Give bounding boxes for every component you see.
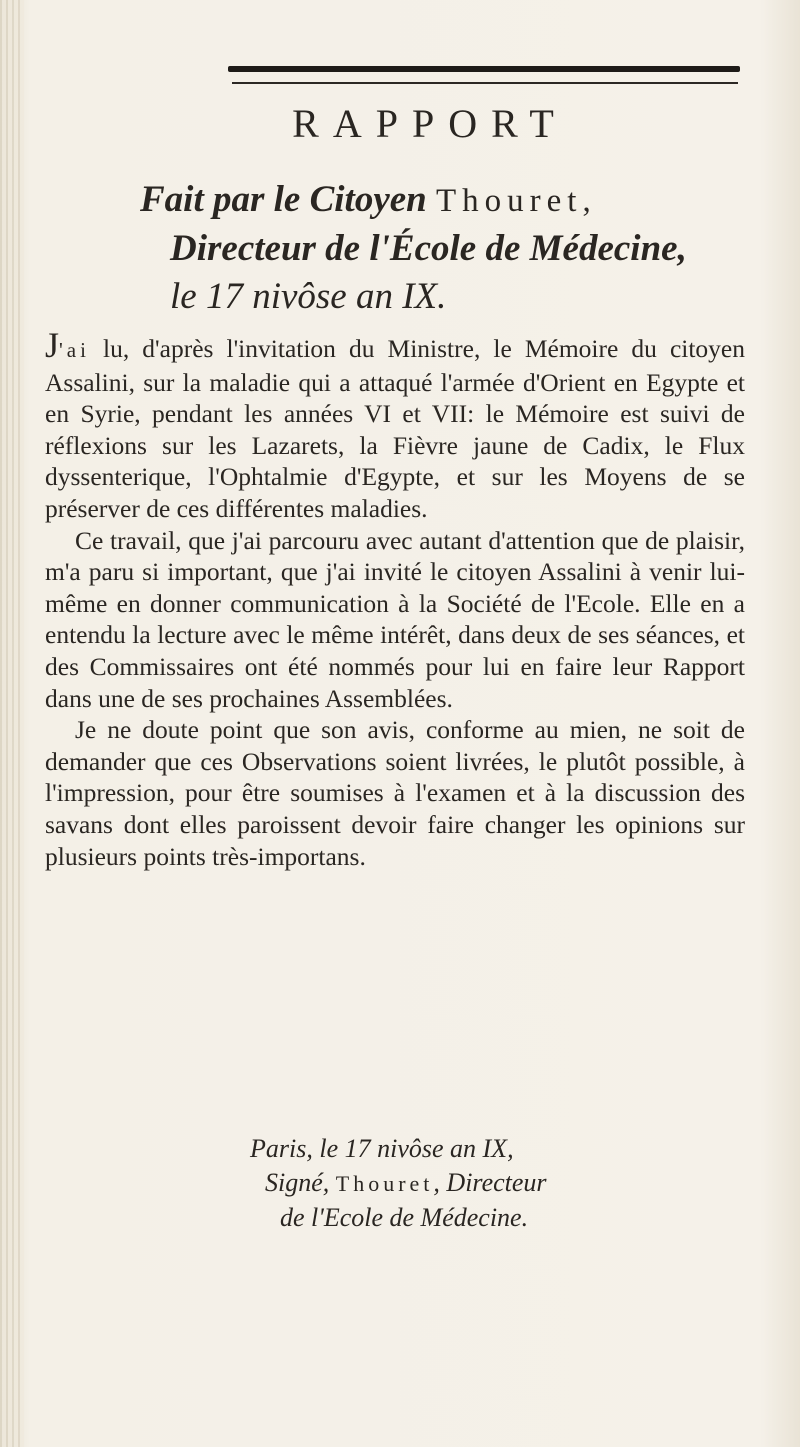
signature-block (45, 1132, 745, 1235)
document-title: RAPPORT (292, 101, 568, 146)
document-body (45, 325, 745, 872)
heading-author: Thouret, (436, 183, 597, 219)
heading-by: Fait par le Citoyen (140, 179, 427, 220)
drop-cap: J (45, 325, 60, 365)
paragraph-1 (45, 325, 745, 525)
paragraph-2: Ce travail, que j'ai parcouru avec autant d'attention que de plaisir, m'a paru si important, que j'ai invité le citoyen Assalini à venir lui-même en donner communication à la Société de l'Ecole. Elle en a entendu la lecture avec le même intérêt, dans deux de ses séances, et des Commissaires ont été nommés pour lui en faire leur Rapport dans une de ses prochaines Assemblées. (45, 525, 745, 713)
heading-date: le 17 nivôse an IX. (170, 276, 447, 317)
signature-institution: de l'Ecole de Médecine. (280, 1203, 529, 1232)
paragraph-3: Je ne doute point que son avis, conforme au mien, ne soit de demander que ces Observations soient livrées, le plutôt possible, à l'impression, pour être soumises à l'examen et à la discussion des savans dont elles paroissent devoir faire changer les opinions sur plusieurs points très-importans. (45, 715, 745, 871)
page-binding-edge (0, 0, 24, 1447)
signature-title: , Directeur (433, 1168, 547, 1197)
signature-signed: Signé, (265, 1168, 330, 1197)
document-heading (140, 176, 760, 321)
header-rule-thin (232, 82, 738, 84)
signature-name: Thouret (335, 1171, 434, 1196)
paragraph-1-text: lu, d'après l'invitation du Ministre, le Mémoire du citoyen Assalini, sur la maladie qui a attaqué l'armée d'Orient en Egypte et en Syrie, pendant les années VI et VII: le Mémoire est suivi de réflexions sur les Lazarets, la Fièvre jaune de Cadix, le Flux dyssenterique, l'Ophtalmie d'Egypte, et sur les Moyens de se préserver de ces différentes maladies. (45, 334, 745, 523)
signature-line (45, 1166, 745, 1201)
heading-position: Directeur de l'École de Médecine, (170, 228, 687, 269)
header-rule (228, 66, 740, 72)
paragraph-1-caps: 'ai (59, 338, 90, 362)
signature-place-date: Paris, le 17 nivôse an IX, (250, 1134, 514, 1163)
